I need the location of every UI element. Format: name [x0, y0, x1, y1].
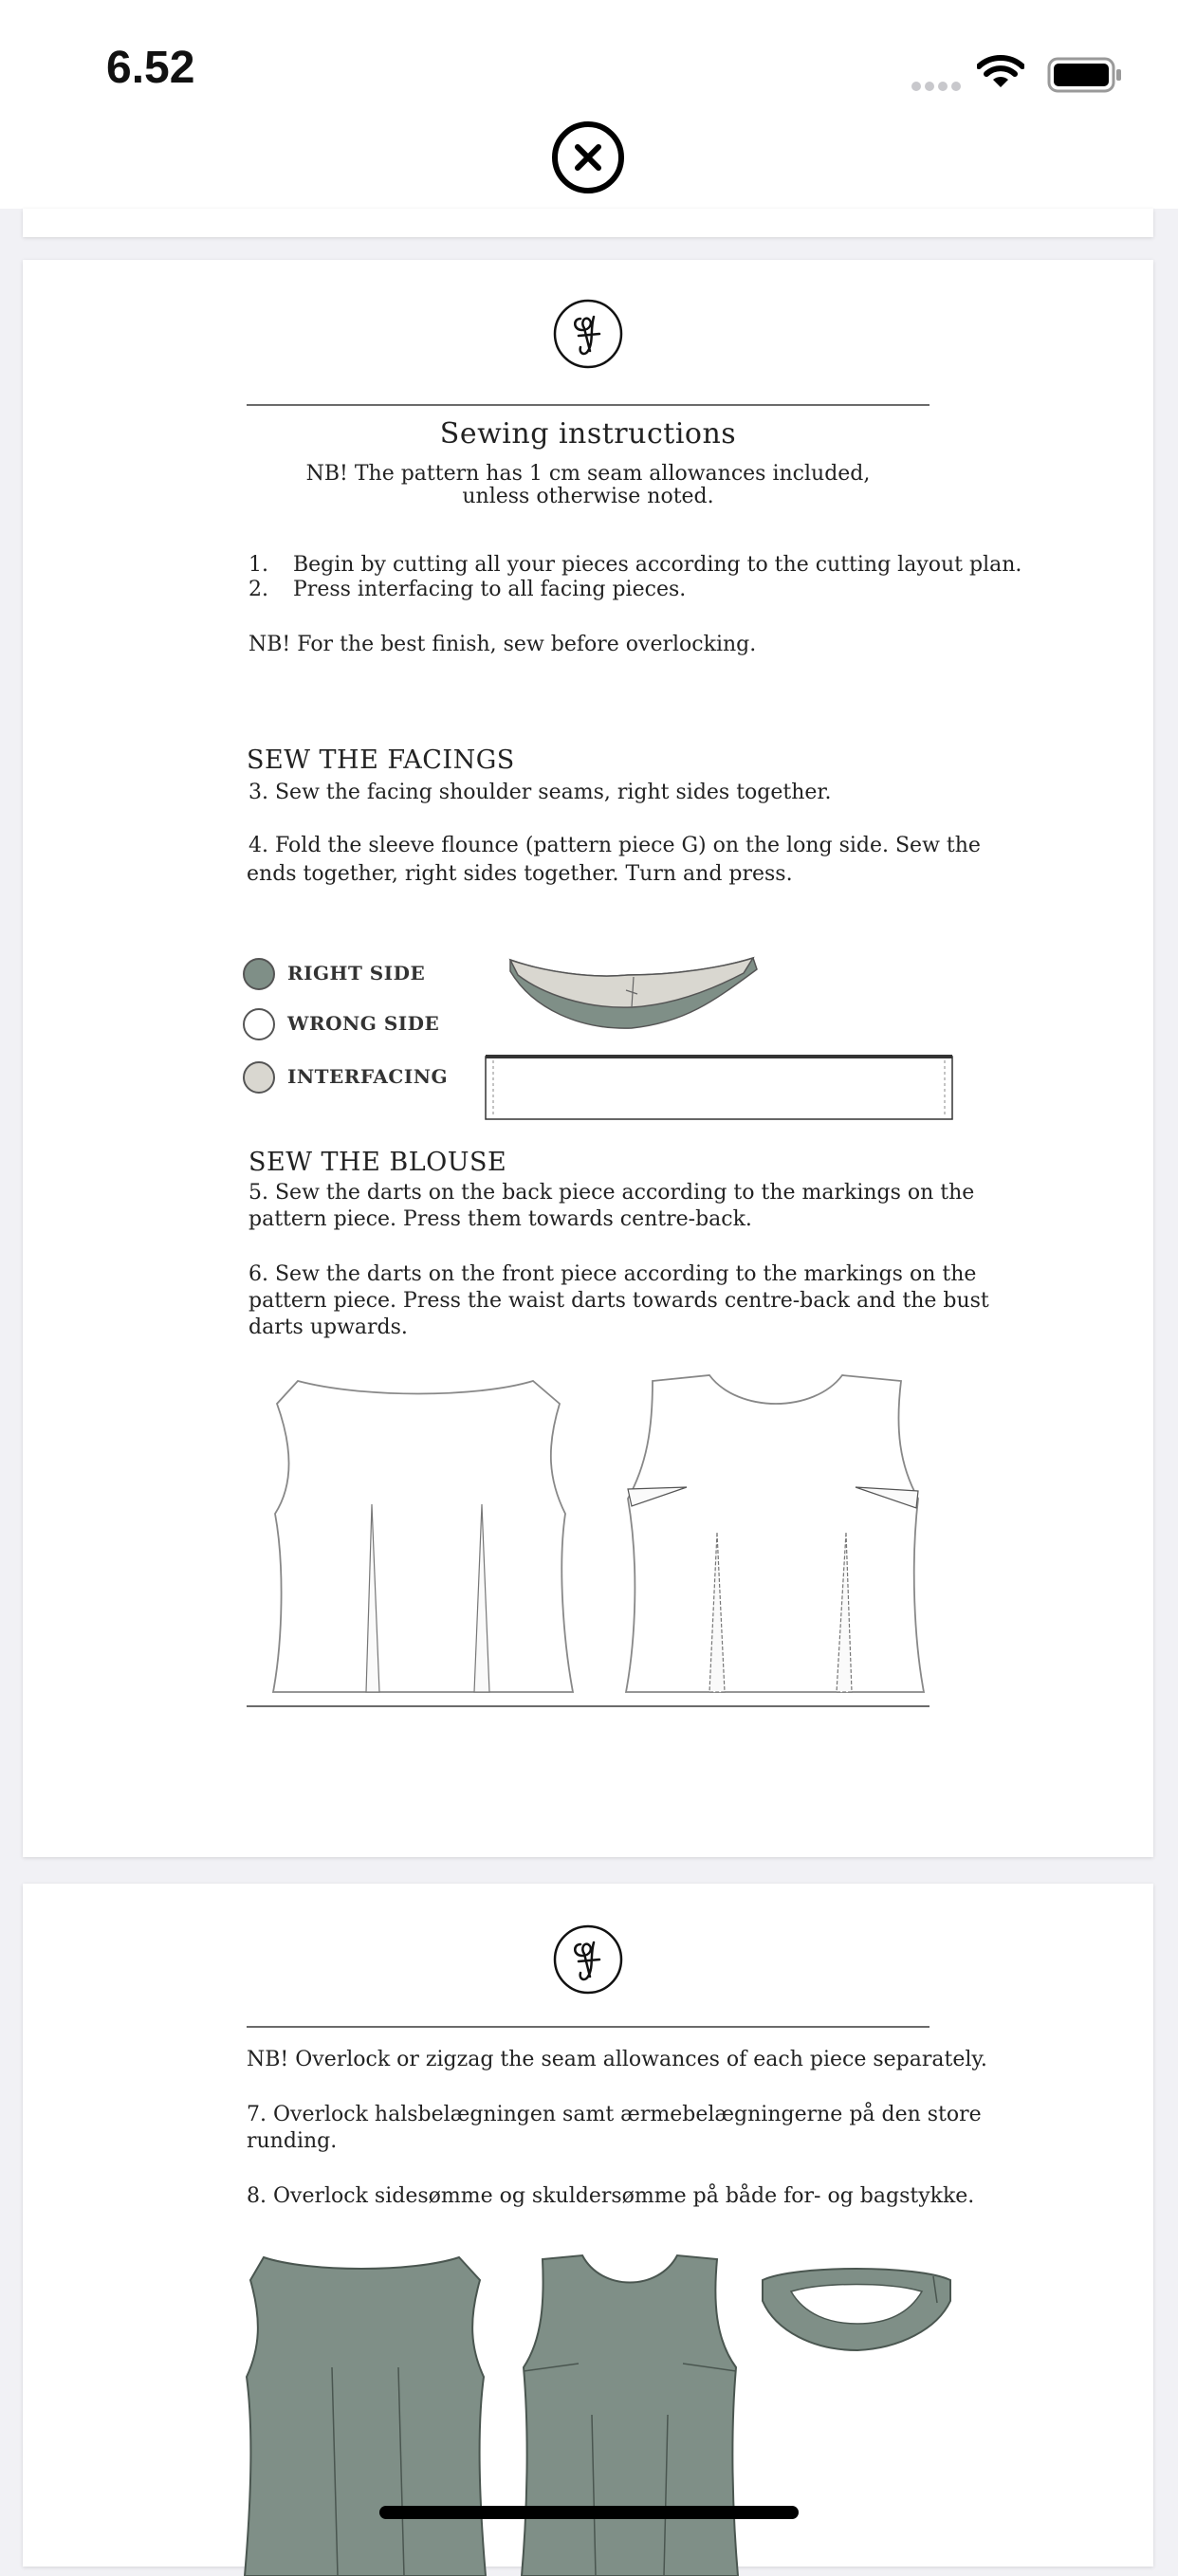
overlocked-facing-ring [757, 2263, 956, 2358]
legend-wrong-side-label: WRONG SIDE [287, 1012, 440, 1035]
facing-strip-illustration [482, 1053, 958, 1125]
step-7-line-2: runding. [247, 2129, 338, 2153]
step-1-number: 1. [248, 553, 268, 577]
seam-allowance-note-1: NB! The pattern has 1 cm seam allowances included, [305, 462, 871, 486]
status-bar [0, 0, 1178, 209]
battery-icon [1047, 57, 1123, 93]
status-time: 6.52 [106, 43, 195, 93]
monogram-logo-icon [552, 1923, 624, 1996]
document-page-2 [23, 1884, 1153, 2567]
page-title: Sewing instructions [439, 417, 737, 451]
seam-allowance-note-2: unless otherwise noted. [462, 485, 714, 508]
step-6-line-1: 6. Sew the darts on the front piece according to the markings on the [248, 1262, 977, 1286]
front-piece-illustration [615, 1366, 945, 1703]
legend-right-side-swatch [243, 958, 275, 990]
legend-right-side-label: RIGHT SIDE [287, 962, 426, 984]
finish-note: NB! For the best finish, sew before overlocking. [248, 633, 757, 656]
back-piece-illustration [258, 1366, 599, 1703]
wifi-icon [977, 53, 1024, 89]
step-4-line-2: ends together, right sides together. Turn and press. [247, 862, 793, 886]
step-2-text: Press interfacing to all facing pieces. [293, 578, 687, 601]
step-5-line-1: 5. Sew the darts on the back piece according to the markings on the [248, 1181, 975, 1205]
step-2-number: 2. [248, 578, 268, 601]
step-7-line-1: 7. Overlock halsbelægningen samt ærmebelægningerne på den store [247, 2103, 982, 2126]
flounce-illustration [505, 952, 761, 1038]
legend-interfacing-label: INTERFACING [287, 1065, 449, 1088]
cellular-signal-icon [911, 80, 964, 93]
facings-heading: SEW THE FACINGS [247, 745, 515, 775]
blouse-heading: SEW THE BLOUSE [248, 1148, 507, 1177]
previous-page-edge [23, 209, 1153, 237]
overlocked-front-piece [516, 2254, 744, 2576]
header-rule [247, 2026, 930, 2028]
legend-wrong-side-swatch [243, 1008, 275, 1040]
home-indicator[interactable] [379, 2506, 799, 2519]
step-6-line-3: darts upwards. [248, 1316, 408, 1339]
header-rule [247, 404, 930, 406]
document-page-1 [23, 260, 1153, 1857]
overlock-note: NB! Overlock or zigzag the seam allowances of each piece separately. [247, 2048, 987, 2071]
step-5-line-2: pattern piece. Press them towards centre-back. [248, 1207, 752, 1231]
monogram-logo-icon [552, 298, 624, 370]
illustration-base-rule [247, 1705, 930, 1707]
overlocked-back-piece [243, 2254, 488, 2576]
close-circle-icon [572, 141, 604, 174]
step-3: 3. Sew the facing shoulder seams, right sides together. [248, 781, 832, 804]
close-button[interactable] [552, 121, 624, 193]
legend-interfacing-swatch [243, 1061, 275, 1094]
step-8: 8. Overlock sidesømme og skuldersømme på både for- og bagstykke. [247, 2184, 975, 2208]
step-1-text: Begin by cutting all your pieces according to the cutting layout plan. [293, 553, 1022, 577]
step-4-line-1: 4. Fold the sleeve flounce (pattern piece G) on the long side. Sew the [248, 834, 981, 857]
step-6-line-2: pattern piece. Press the waist darts towards centre-back and the bust [248, 1289, 989, 1313]
